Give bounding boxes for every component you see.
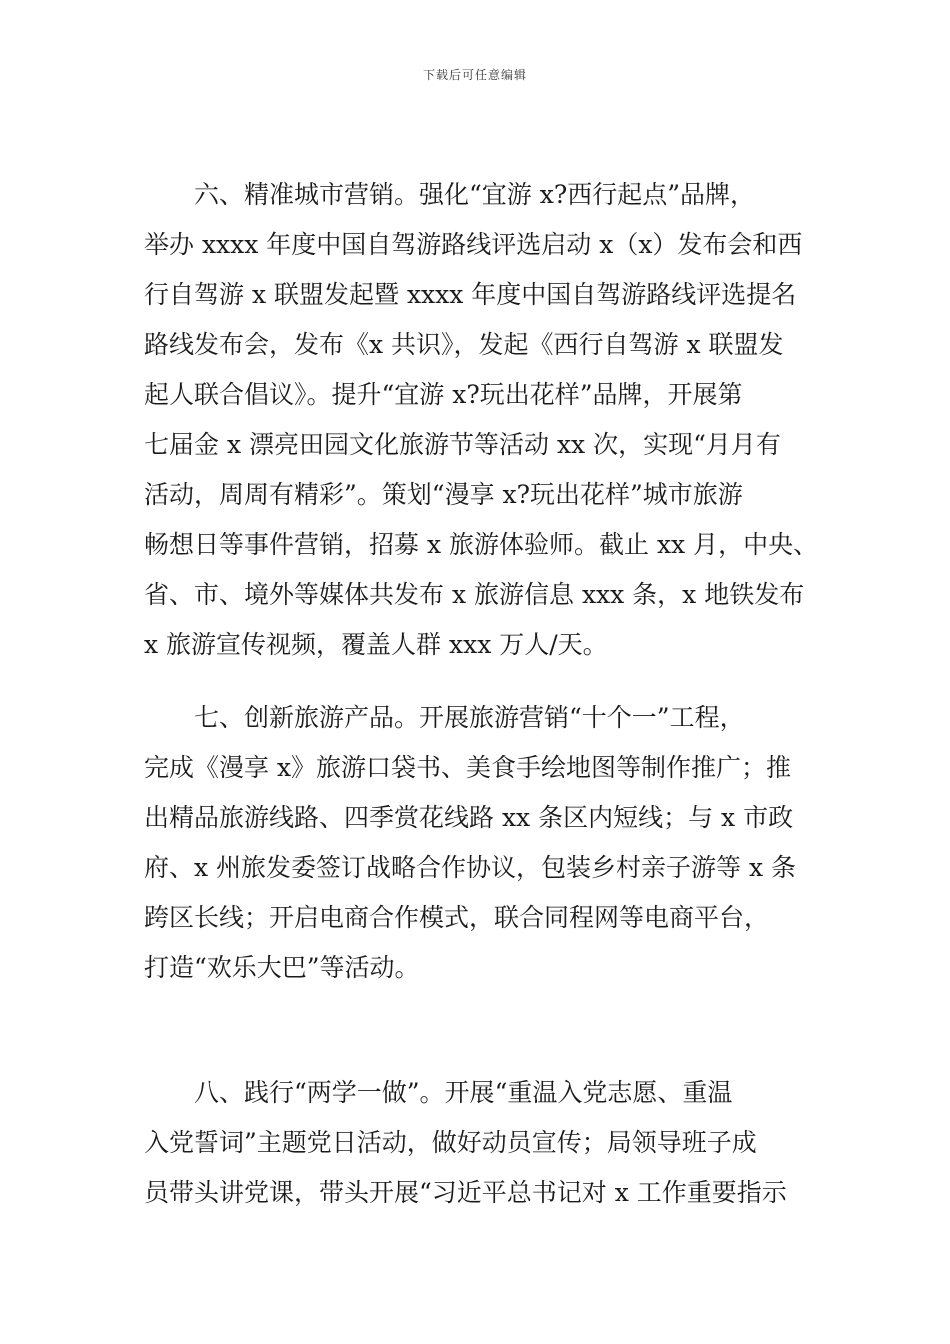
text-line: 行自驾游 x 联盟发起暨 xxxx 年度中国自驾游路线评选提名 [144, 280, 797, 309]
text-line: 路线发布会，发布《x 共识》，发起《西行自驾游 x 联盟发 [144, 330, 784, 359]
text-line: 畅想日等事件营销，招募 x 旅游体验师。截止 xx 月，中央、 [144, 530, 819, 559]
text-line: 八、践行“两学一做”。开展“重温入党志愿、重温 [194, 1078, 733, 1107]
text-line: 省、市、境外等媒体共发布 x 旅游信息 xxx 条，x 地铁发布 [144, 580, 805, 609]
text-line: 府、x 州旅发委签订战略合作协议，包装乡村亲子游等 x 条 [144, 853, 797, 882]
paragraph [144, 170, 819, 670]
paragraph-section-six [144, 170, 819, 670]
page-header-note: 下载后可任意编辑 [422, 68, 527, 82]
paragraph-section-eight [144, 1068, 810, 1218]
text-line: 七、创新旅游产品。开展旅游营销“十个一”工程， [194, 703, 745, 732]
paragraph [144, 693, 810, 993]
paragraph-section-seven [144, 693, 810, 993]
text-line: 完成《漫享 x》旅游口袋书、美食手绘地图等制作推广；推 [144, 753, 792, 782]
text-line: x 旅游宣传视频，覆盖人群 xxx 万人/天。 [144, 630, 608, 659]
paragraph [144, 1068, 810, 1218]
text-line: 员带头讲党课，带头开展“习近平总书记对 x 工作重要指示 [144, 1178, 787, 1207]
text-line: 七届金 x 漂亮田园文化旅游节等活动 xx 次，实现“月月有 [144, 430, 781, 459]
text-line: 出精品旅游线路、四季赏花线路 xx 条区内短线；与 x 市政 [144, 803, 794, 832]
text-line: 六、精准城市营销。强化“宜游 x?西行起点”品牌， [194, 180, 756, 209]
text-line: 跨区长线；开启电商合作模式，联合同程网等电商平台， [144, 903, 770, 932]
text-line: 活动，周周有精彩”。策划“漫享 x?玩出花样”城市旅游 [144, 480, 743, 509]
text-line: 起人联合倡议》。提升“宜游 x?玩出花样”品牌，开展第 [144, 380, 743, 409]
text-line: 入党誓词”主题党日活动，做好动员宣传；局领导班子成 [144, 1128, 757, 1157]
text-line: 打造“欢乐大巴”等活动。 [144, 953, 420, 982]
text-line: 举办 xxxx 年度中国自驾游路线评选启动 x（x）发布会和西 [144, 230, 803, 259]
